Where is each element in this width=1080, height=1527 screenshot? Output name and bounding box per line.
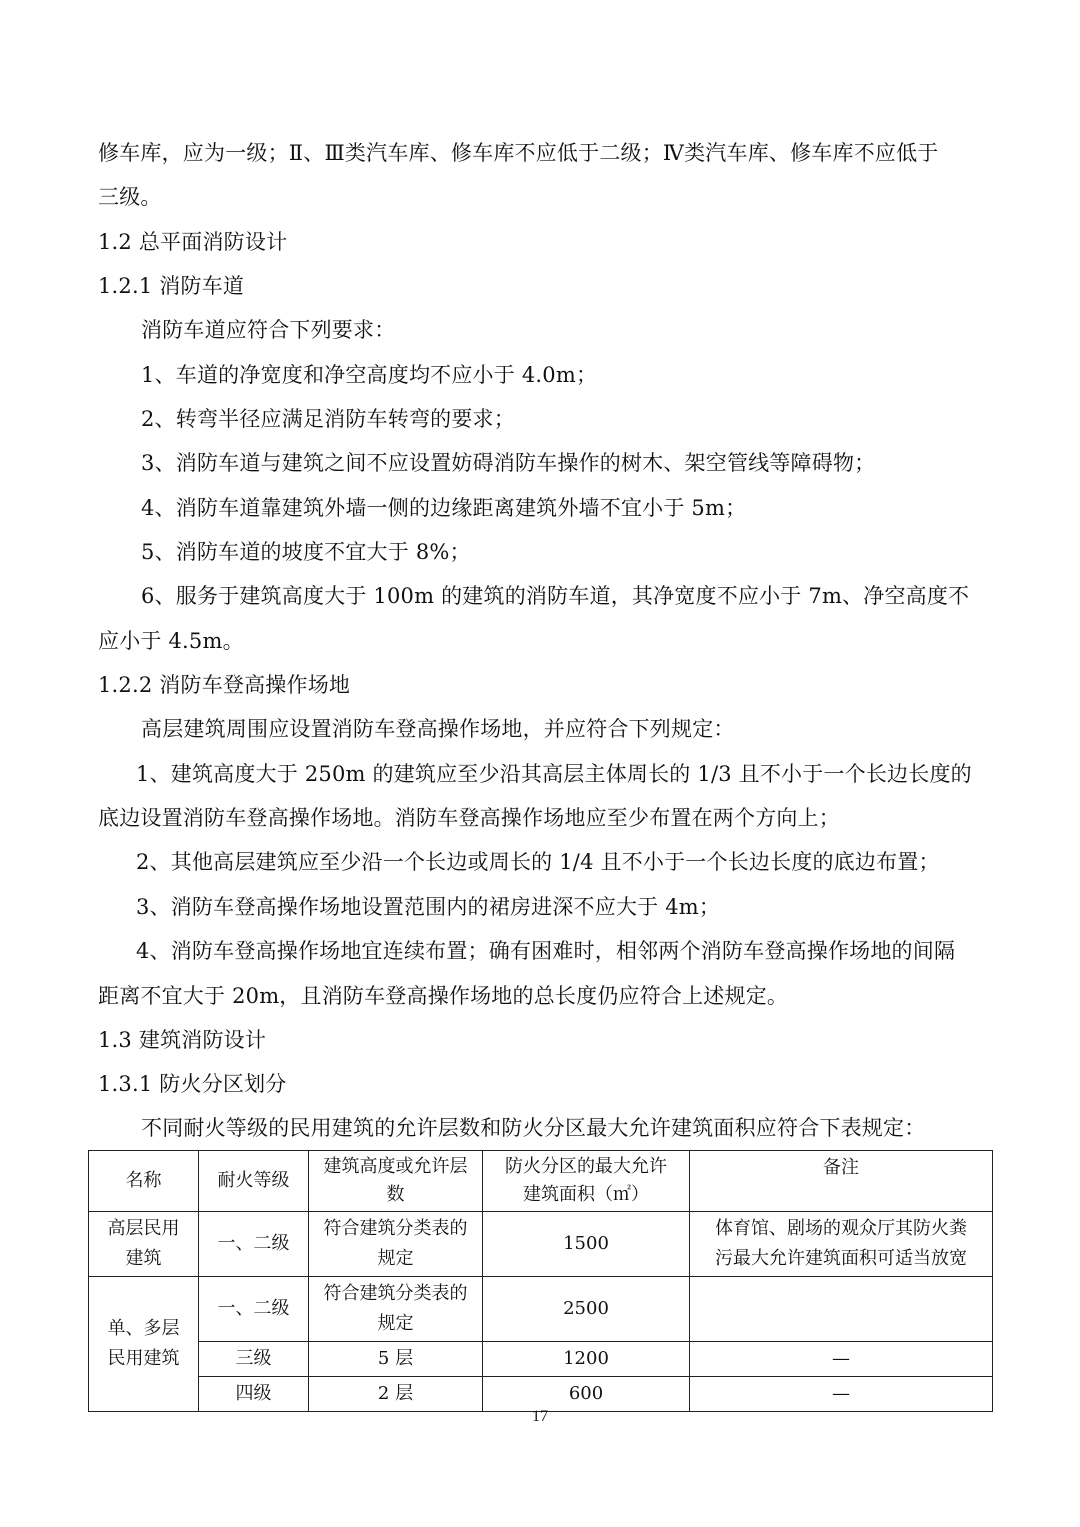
section-heading-1-3: 1.3 建筑消防设计	[98, 1028, 267, 1052]
cell-height: 5 层	[309, 1342, 483, 1377]
page-number: 17	[532, 1408, 548, 1425]
list-item-continuation: 应小于 4.5m。	[98, 629, 244, 653]
cell-height: 符合建筑分类表的 规定	[309, 1212, 483, 1277]
header-name: 名称	[89, 1151, 199, 1212]
header-grade: 耐火等级	[199, 1151, 309, 1212]
list-item: 2、其他高层建筑应至少沿一个长边或周长的 1/4 且不小于一个长边长度的底边布置；	[136, 850, 940, 874]
list-item-continuation: 距离不宜大于 20m，且消防车登高操作场地的总长度仍应符合上述规定。	[98, 984, 789, 1008]
cell-height: 符合建筑分类表的 规定	[309, 1277, 483, 1342]
list-item: 3、消防车登高操作场地设置范围内的裙房进深不应大于 4m；	[136, 895, 721, 919]
table-row	[89, 1342, 993, 1377]
list-item: 4、消防车道靠建筑外墙一侧的边缘距离建筑外墙不宜小于 5m；	[141, 496, 747, 520]
paragraph-line: 三级。	[98, 185, 162, 209]
list-item: 1、车道的净宽度和净空高度均不应小于 4.0m；	[141, 363, 598, 387]
cell-note: 体育馆、剧场的观众厅其防火粪 污最大允许建筑面积可适当放宽	[690, 1212, 993, 1277]
fire-compartment-table	[88, 1150, 993, 1412]
paragraph-line: 消防车道应符合下列要求：	[141, 318, 396, 342]
cell-area: 1500	[483, 1212, 690, 1277]
list-item: 4、消防车登高操作场地宜连续布置；确有困难时，相邻两个消防车登高操作场地的间隔	[136, 939, 956, 963]
cell-height: 2 层	[309, 1377, 483, 1412]
cell-note: —	[690, 1342, 993, 1377]
cell-area: 2500	[483, 1277, 690, 1342]
header-height: 建筑高度或允许层 数	[309, 1151, 483, 1212]
cell-area: 600	[483, 1377, 690, 1412]
section-heading-1-2-1: 1.2.1 消防车道	[98, 274, 245, 298]
cell-name: 单、多层 民用建筑	[89, 1277, 199, 1412]
cell-grade: 三级	[199, 1342, 309, 1377]
cell-grade: 一、二级	[199, 1277, 309, 1342]
table-row	[89, 1277, 993, 1342]
section-heading-1-3-1: 1.3.1 防火分区划分	[98, 1072, 287, 1096]
list-item: 5、消防车道的坡度不宜大于 8%；	[141, 540, 471, 564]
list-item: 1、建筑高度大于 250m 的建筑应至少沿其高层主体周长的 1/3 且不小于一个长边长度的	[136, 762, 972, 786]
cell-area: 1200	[483, 1342, 690, 1377]
cell-name: 高层民用 建筑	[89, 1212, 199, 1277]
list-item: 6、服务于建筑高度大于 100m 的建筑的消防车道，其净宽度不应小于 7m、净空高度不	[141, 584, 970, 608]
list-item-continuation: 底边设置消防车登高操作场地。消防车登高操作场地应至少布置在两个方向上；	[98, 806, 840, 830]
table-row	[89, 1377, 993, 1412]
header-note: 备注	[690, 1151, 993, 1212]
cell-grade: 一、二级	[199, 1212, 309, 1277]
table-row	[89, 1212, 993, 1277]
table-header-row	[89, 1151, 993, 1212]
section-heading-1-2-2: 1.2.2 消防车登高操作场地	[98, 673, 351, 697]
table-intro: 不同耐火等级的民用建筑的允许层数和防火分区最大允许建筑面积应符合下表规定：	[141, 1116, 926, 1140]
cell-grade: 四级	[199, 1377, 309, 1412]
list-item: 3、消防车道与建筑之间不应设置妨碍消防车操作的树木、架空管线等障碍物；	[141, 451, 876, 475]
section-heading-1-2: 1.2 总平面消防设计	[98, 230, 288, 254]
paragraph-line: 修车库，应为一级；Ⅱ、Ⅲ类汽车库、修车库不应低于二级；Ⅳ类汽车库、修车库不应低于	[98, 141, 939, 165]
paragraph-line: 高层建筑周围应设置消防车登高操作场地，并应符合下列规定：	[141, 717, 735, 741]
cell-note: —	[690, 1377, 993, 1412]
header-area: 防火分区的最大允许 建筑面积（㎡）	[483, 1151, 690, 1212]
cell-note	[690, 1277, 993, 1342]
list-item: 2、转弯半径应满足消防车转弯的要求；	[141, 407, 515, 431]
